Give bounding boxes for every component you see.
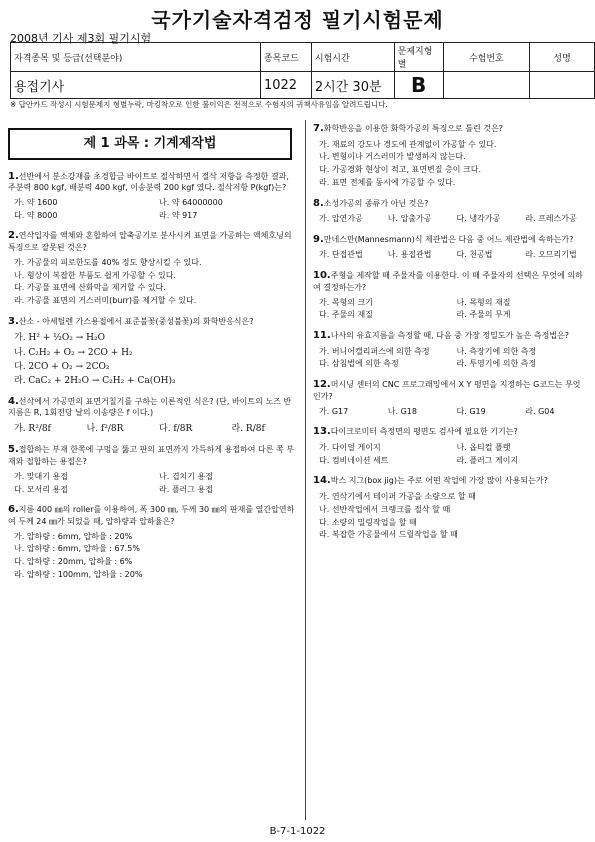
question-number: 9.: [313, 233, 324, 245]
answer-option[interactable]: 라. 주물의 무게: [456, 310, 511, 320]
question-number: 3.: [8, 315, 19, 327]
answer-option[interactable]: 라. R/8f: [231, 424, 265, 435]
answer-option[interactable]: 나. 목형의 재질: [456, 297, 511, 307]
question-item: [313, 425, 588, 466]
question-text: [313, 233, 588, 247]
answer-options: [313, 492, 588, 541]
answer-option[interactable]: 나. C₂H₂ + O₂ → 2CO + H₂: [14, 347, 133, 358]
answer-option[interactable]: 나. 측장기에 의한 측정: [456, 346, 537, 356]
answer-option[interactable]: 라. CaC₂ + 2H₂O → C₂H₂ + Ca(OH)₂: [14, 375, 176, 386]
answer-options: [8, 472, 298, 496]
answer-option[interactable]: 라. 플러그 게이지: [456, 455, 519, 465]
answer-option[interactable]: 가. H² + ½O₂ → H₂O: [14, 333, 105, 344]
field-label: 자격종목 및 등급(선택분야): [11, 43, 261, 72]
answer-option[interactable]: 가. 가공물의 피로한도를 40% 정도 향상시킬 수 있다.: [14, 257, 202, 267]
page-title: 국가기술자격검정 필기시험문제: [151, 8, 444, 32]
answer-option[interactable]: 나. f²/8R: [86, 424, 124, 435]
question-number: 10.: [313, 270, 331, 282]
question-item: [313, 233, 588, 261]
question-number: 8.: [313, 197, 324, 209]
question-item: [313, 329, 588, 370]
question-item: [313, 474, 588, 541]
question-number: 1.: [8, 170, 19, 182]
answer-option[interactable]: 다. 가공경화 현상이 적고, 표면변질 층이 크다.: [319, 165, 481, 175]
field-value: 용접기사: [11, 72, 261, 99]
name-label: 성명: [530, 43, 595, 72]
column-divider: [305, 120, 306, 820]
answer-options: [8, 198, 298, 222]
type-value: B: [394, 72, 443, 99]
question-text: [313, 122, 588, 136]
question-item: [8, 395, 298, 435]
answer-option[interactable]: 라. 플러그 용접: [159, 484, 213, 494]
answer-option[interactable]: 나. 압하량 : 6mm, 압하율 : 67.5%: [14, 544, 140, 554]
subject-title: 제 1 과목 : 기계제작법: [8, 128, 292, 160]
answer-option[interactable]: 나. G18: [387, 406, 417, 416]
answer-options: [8, 423, 298, 435]
answer-option[interactable]: 가. 목형의 크기: [319, 297, 373, 307]
question-stem: 만네스만(Mannesmann)식 제관법은 다음 중 어느 제관법에 속하는가?: [323, 234, 574, 244]
answer-option[interactable]: 다. 주물의 재질: [319, 310, 373, 320]
answer-option[interactable]: 라. 표면 전체를 동시에 가공할 수 있다.: [319, 177, 456, 187]
answer-option[interactable]: 라. 오므리기법: [525, 250, 577, 260]
question-item: [313, 378, 588, 417]
code-label: 종목코드: [260, 43, 311, 72]
question-text: [8, 395, 298, 419]
question-stem: 소성가공의 종류가 아닌 것은?: [323, 198, 429, 208]
question-stem: 나사의 유효지름을 측정할 때, 다음 중 가장 정밀도가 높은 측정법은?: [330, 331, 570, 341]
time-label: 시험시간: [311, 43, 394, 72]
answer-options: [8, 332, 298, 387]
answer-option[interactable]: 다. 약 8000: [14, 210, 58, 220]
answer-option[interactable]: 나. 겹치기 용접: [159, 471, 213, 481]
exam-no-box[interactable]: [443, 72, 530, 99]
question-item: [8, 170, 298, 222]
answer-options: [313, 347, 588, 371]
question-number: 6.: [8, 504, 19, 516]
question-stem: 화학반응을 이용한 화학가공의 특징으로 틀린 것은?: [323, 124, 504, 133]
question-number: 13.: [313, 426, 331, 438]
answer-options: [8, 258, 298, 307]
answer-option[interactable]: 라. 복잡한 가공물에서 드릴작업을 할 때: [319, 530, 458, 540]
answer-options: [313, 250, 588, 261]
answer-option[interactable]: 가. 약 1600: [14, 197, 58, 207]
answer-option[interactable]: 가. 압하량 : 6mm, 압하율 : 20%: [14, 531, 133, 541]
answer-options: [313, 407, 588, 418]
answer-option[interactable]: 다. 소량의 밀링작업을 할 때: [319, 517, 417, 527]
answer-option[interactable]: 다. 냉각가공: [456, 214, 501, 224]
answer-option[interactable]: 가. 맞대기 용접: [14, 471, 68, 481]
question-stem: 연삭입자를 액체와 혼합하여 압축공기로 분사시켜 표면을 가공하는 액체호닝의 특징으로 잘못된 것은?: [8, 231, 292, 252]
answer-option[interactable]: 나. 용접관법: [387, 250, 432, 260]
answer-option[interactable]: 나. 옵티컬 플랫: [456, 442, 511, 452]
answer-option[interactable]: 나. 선반작업에서 크랭크를 절삭 할 때: [319, 504, 451, 514]
time-value: 2시간 30분: [311, 72, 394, 99]
question-stem: 머시닝 센터의 CNC 프로그래밍에서 X Y 평면을 지정하는 G코드는 무엇인가?: [313, 380, 581, 401]
question-item: [8, 229, 298, 306]
answer-option[interactable]: 나. 변형이나 거스러미가 발생하지 않는다.: [319, 152, 466, 162]
question-number: 11.: [313, 330, 331, 342]
question-text: [8, 443, 298, 467]
answer-option[interactable]: 다. f/8R: [159, 424, 193, 435]
question-stem: 산소 - 아세틸렌 가스용접에서 표준불꽃(중성불꽃)의 화학반응식은?: [18, 316, 254, 326]
question-text: [8, 229, 298, 253]
type-label: 문제지형별: [394, 43, 443, 72]
left-column: [8, 122, 298, 589]
answer-option[interactable]: 다. 삼침법에 의한 측정: [319, 359, 399, 369]
answer-option[interactable]: 가. 재료의 강도나 경도에 관계없이 가공할 수 있다.: [319, 139, 497, 149]
answer-option[interactable]: 다. 천공법: [456, 250, 493, 260]
answer-options: [313, 140, 588, 189]
question-item: [313, 122, 588, 189]
question-item: [8, 503, 298, 580]
answer-option[interactable]: 다. 모서리 용접: [14, 484, 68, 494]
question-stem: 박스 지그(box jig)는 주로 어떤 작업에 가장 많이 사용되는가?: [330, 476, 548, 486]
question-stem: 다이크로미터 측정면의 평면도 검사에 필요한 기기는?: [330, 427, 518, 437]
question-number: 14.: [313, 475, 331, 487]
answer-option[interactable]: 다. G19: [456, 406, 486, 416]
answer-options: [313, 298, 588, 322]
question-item: [8, 315, 298, 387]
answer-option[interactable]: 라. 가공물 표면의 거스러미(burr)를 제거할 수 있다.: [14, 296, 197, 306]
question-stem: 지름 400 ㎜의 roller를 이용하여, 폭 300 ㎜, 두께 30 ㎜의 판재를 열간압연하여 두께 24 ㎜가 되었을 때, 압하량과 압하율은?: [8, 505, 295, 526]
question-text: [8, 503, 298, 527]
answer-option[interactable]: 다. 컴비네이션 세트: [319, 455, 389, 465]
exam-header-table: [10, 42, 595, 99]
question-stem: 선삭에서 가공면의 표면거칠기를 구하는 이론적인 식은? (단, 바이트의 노즈 반지름은 R, 1회전당 날의 이송량은 f 이다.): [8, 396, 292, 418]
question-number: 7.: [313, 123, 324, 134]
question-text: [8, 170, 298, 194]
answer-options: [313, 443, 588, 467]
exam-subtitle: 2008년 기사 제3회 필기시험: [10, 32, 152, 45]
answer-option[interactable]: 라. 투영기에 의한 측정: [456, 359, 537, 369]
question-text: [313, 378, 588, 402]
answer-option[interactable]: 다. 압하량 : 20mm, 압하율 : 6%: [14, 557, 133, 567]
right-column: [313, 122, 588, 549]
answer-option[interactable]: 나. 약 64000000: [159, 197, 223, 207]
answer-option[interactable]: 가. 압연가공: [319, 214, 363, 224]
answer-option[interactable]: 나. 형상이 복잡한 부품도 쉽게 가공할 수 있다.: [14, 270, 176, 280]
answer-options: [313, 214, 588, 225]
notice-text: ※ 답안카드 작성시 시험문제지 형별누락, 마킹착오로 인한 불이익은 전적으로 수험자의 귀책사유임을 알려드립니다.: [10, 100, 388, 109]
question-stem: 주형을 제작할 때 주물자를 이용한다. 이 때 주물자의 선택은 무엇에 의하여 결정하는가?: [313, 271, 583, 292]
question-text: [313, 425, 588, 439]
answer-option[interactable]: 라. 압하량 : 100mm, 압하율 : 20%: [14, 570, 143, 579]
question-text: [313, 329, 588, 343]
answer-option[interactable]: 가. G17: [319, 406, 349, 416]
question-number: 2.: [8, 230, 19, 242]
question-number: 4.: [8, 395, 19, 407]
question-item: [8, 443, 298, 495]
question-stem: 접합하는 부재 한쪽에 구멍을 뚫고 판의 표면까지 가득하게 용접하여 다른 쪽 부재와 접합하는 용접은?: [8, 445, 295, 466]
question-text: [313, 197, 588, 211]
page-footer-code: B-7-1-1022: [269, 826, 326, 837]
answer-option[interactable]: 라. 약 917: [159, 210, 198, 220]
question-text: [8, 315, 298, 329]
answer-option[interactable]: 나. 압출가공: [387, 214, 432, 224]
answer-option[interactable]: 가. 버니어캘리퍼스에 의한 측정: [319, 346, 430, 356]
question-text: [313, 474, 588, 488]
answer-option[interactable]: 가. 다이얼 게이지: [319, 442, 381, 452]
question-stem: 선반에서 분소강재를 초경합금 바이트로 절삭하면서 절삭 저항을 측정한 결과, 주분력 800 kgf, 배분력 400 kgf, 이송분력 200 kgf 였다. 절삭저항 P(kgf)는?: [8, 171, 289, 193]
answer-options: [8, 532, 298, 581]
answer-option[interactable]: 가. 연삭기에서 테이퍼 가공을 소량으로 할 때: [319, 491, 476, 501]
question-item: [313, 269, 588, 321]
question-number: 5.: [8, 444, 19, 456]
answer-option[interactable]: 가. 단접관법: [319, 250, 363, 260]
question-item: [313, 197, 588, 225]
answer-option[interactable]: 라. G04: [525, 406, 555, 416]
code-value: 1022: [260, 72, 311, 99]
question-number: 12.: [313, 379, 331, 391]
exam-no-label: 수험번호: [443, 43, 530, 72]
name-box[interactable]: [530, 72, 595, 99]
answer-option[interactable]: 라. 프레스가공: [525, 214, 577, 224]
answer-option[interactable]: 다. 2CO + O₂ → 2CO₂: [14, 361, 110, 372]
question-text: [313, 269, 588, 293]
answer-option[interactable]: 다. 가공물 표면에 산화막을 제거할 수 있다.: [14, 283, 166, 293]
answer-option[interactable]: 가. R²/8f: [14, 424, 51, 435]
